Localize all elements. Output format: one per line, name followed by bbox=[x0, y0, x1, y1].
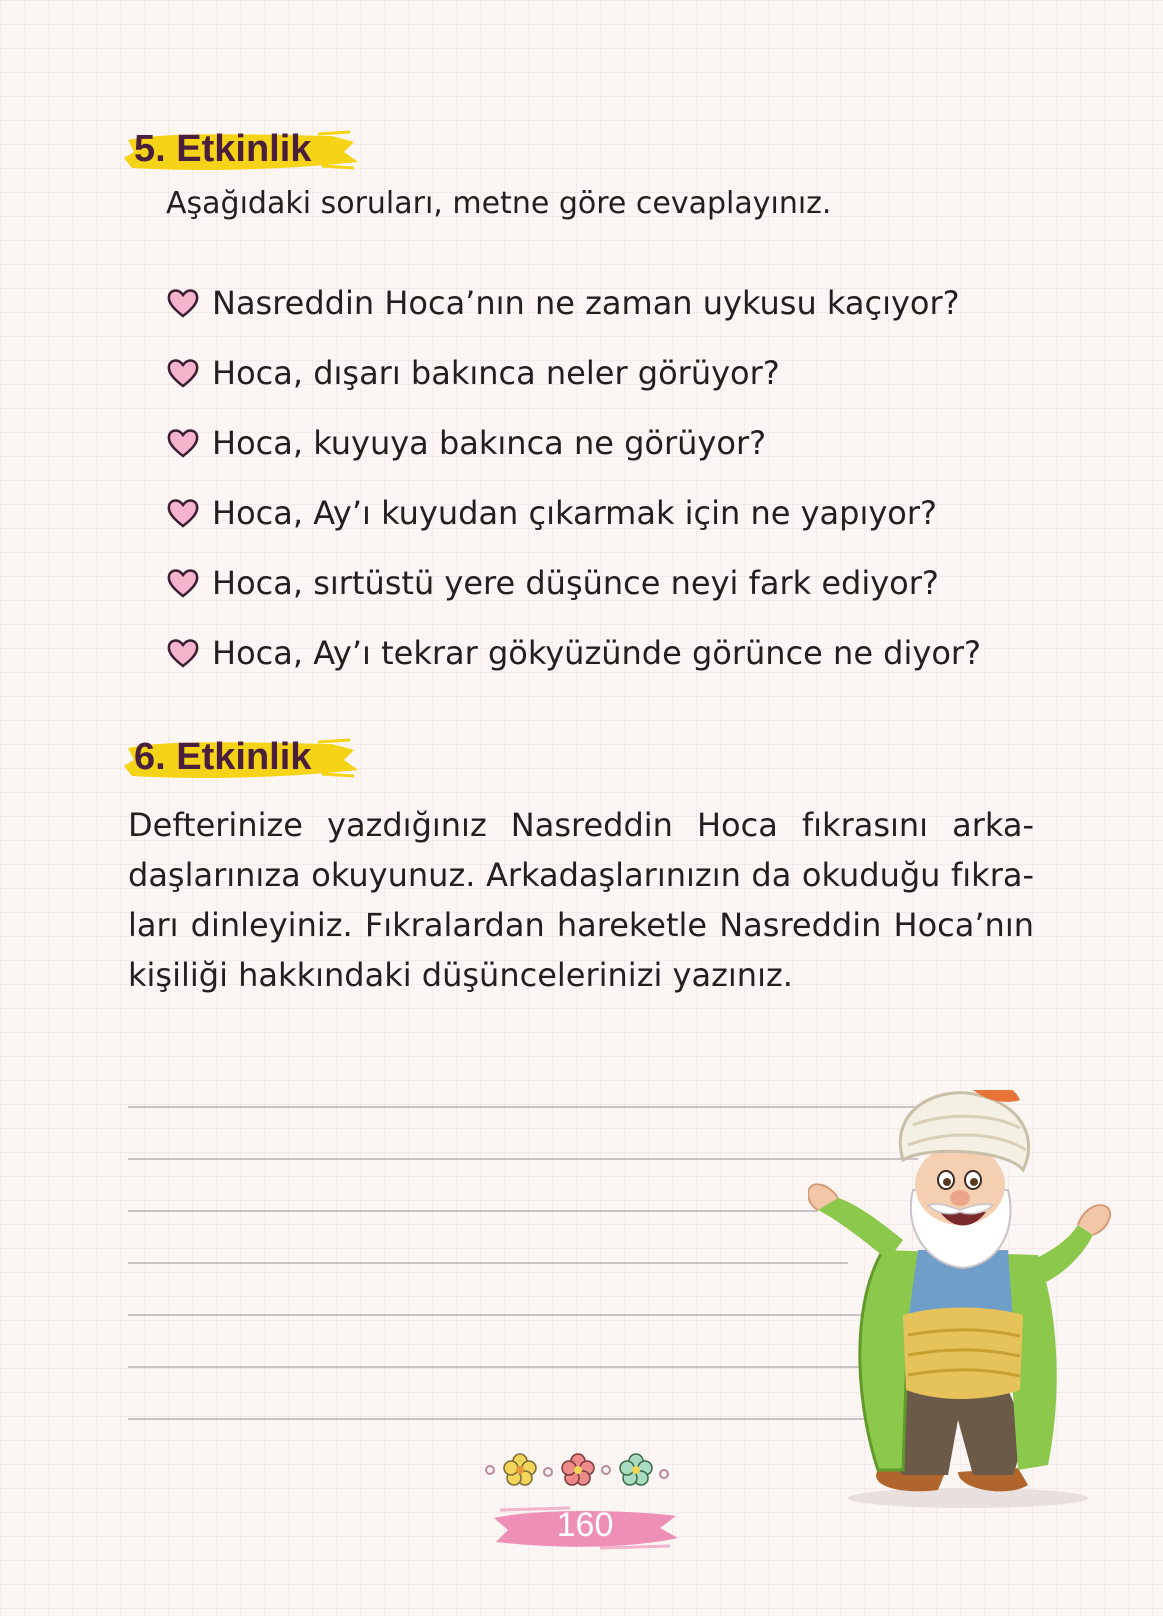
heart-icon bbox=[166, 567, 200, 599]
list-item bbox=[166, 618, 981, 688]
question-text: Nasreddin Hoca’nın ne zaman uykusu kaçıyor? bbox=[212, 284, 960, 322]
activity-5-heading bbox=[122, 122, 362, 182]
heart-icon bbox=[166, 637, 200, 669]
page-number-badge bbox=[490, 1498, 680, 1556]
question-text: Hoca, Ay’ı tekrar gökyüzünde görünce ne diyor? bbox=[212, 634, 982, 672]
flower-decoration-icon bbox=[484, 1448, 674, 1492]
activity-5-instruction: Aşağıdaki soruları, metne göre cevaplayınız. bbox=[166, 186, 832, 221]
list-item bbox=[166, 408, 981, 478]
paragraph-line: ları dinleyiniz. Fıkralardan hareketle Nasreddin Hoca’nın bbox=[128, 906, 1034, 944]
writing-line[interactable] bbox=[128, 1262, 848, 1264]
nasreddin-hoca-illustration bbox=[808, 1090, 1128, 1510]
list-item bbox=[166, 548, 981, 618]
paragraph-line: Defterinize yazdığınız Nasreddin Hoca fıkrasını arka- bbox=[128, 806, 1034, 844]
list-item bbox=[166, 338, 981, 408]
writing-line[interactable] bbox=[128, 1366, 888, 1368]
activity-6-title: 6. Etkinlik bbox=[134, 736, 312, 778]
list-item bbox=[166, 268, 981, 338]
activity-6-heading bbox=[122, 730, 362, 790]
activity-5-title: 5. Etkinlik bbox=[134, 128, 312, 170]
list-item bbox=[166, 478, 981, 548]
activity-6-paragraph bbox=[128, 800, 1034, 1000]
paragraph-line: kişiliği hakkındaki düşüncelerinizi yazınız. bbox=[128, 956, 793, 994]
paragraph-line: daşlarınıza okuyunuz. Arkadaşlarınızın da okuduğu fıkra- bbox=[128, 856, 1034, 894]
heart-icon bbox=[166, 357, 200, 389]
page-number: 160 bbox=[556, 1506, 614, 1544]
writing-line[interactable] bbox=[128, 1418, 908, 1420]
heart-icon bbox=[166, 287, 200, 319]
question-text: Hoca, sırtüstü yere düşünce neyi fark ediyor? bbox=[212, 564, 939, 602]
heart-icon bbox=[166, 497, 200, 529]
question-text: Hoca, Ay’ı kuyudan çıkarmak için ne yapıyor? bbox=[212, 494, 938, 532]
question-list bbox=[166, 268, 981, 688]
question-text: Hoca, kuyuya bakınca ne görüyor? bbox=[212, 424, 767, 462]
writing-line[interactable] bbox=[128, 1314, 888, 1316]
heart-icon bbox=[166, 427, 200, 459]
writing-line[interactable] bbox=[128, 1158, 918, 1160]
question-text: Hoca, dışarı bakınca neler görüyor? bbox=[212, 354, 780, 392]
writing-line[interactable] bbox=[128, 1210, 818, 1212]
